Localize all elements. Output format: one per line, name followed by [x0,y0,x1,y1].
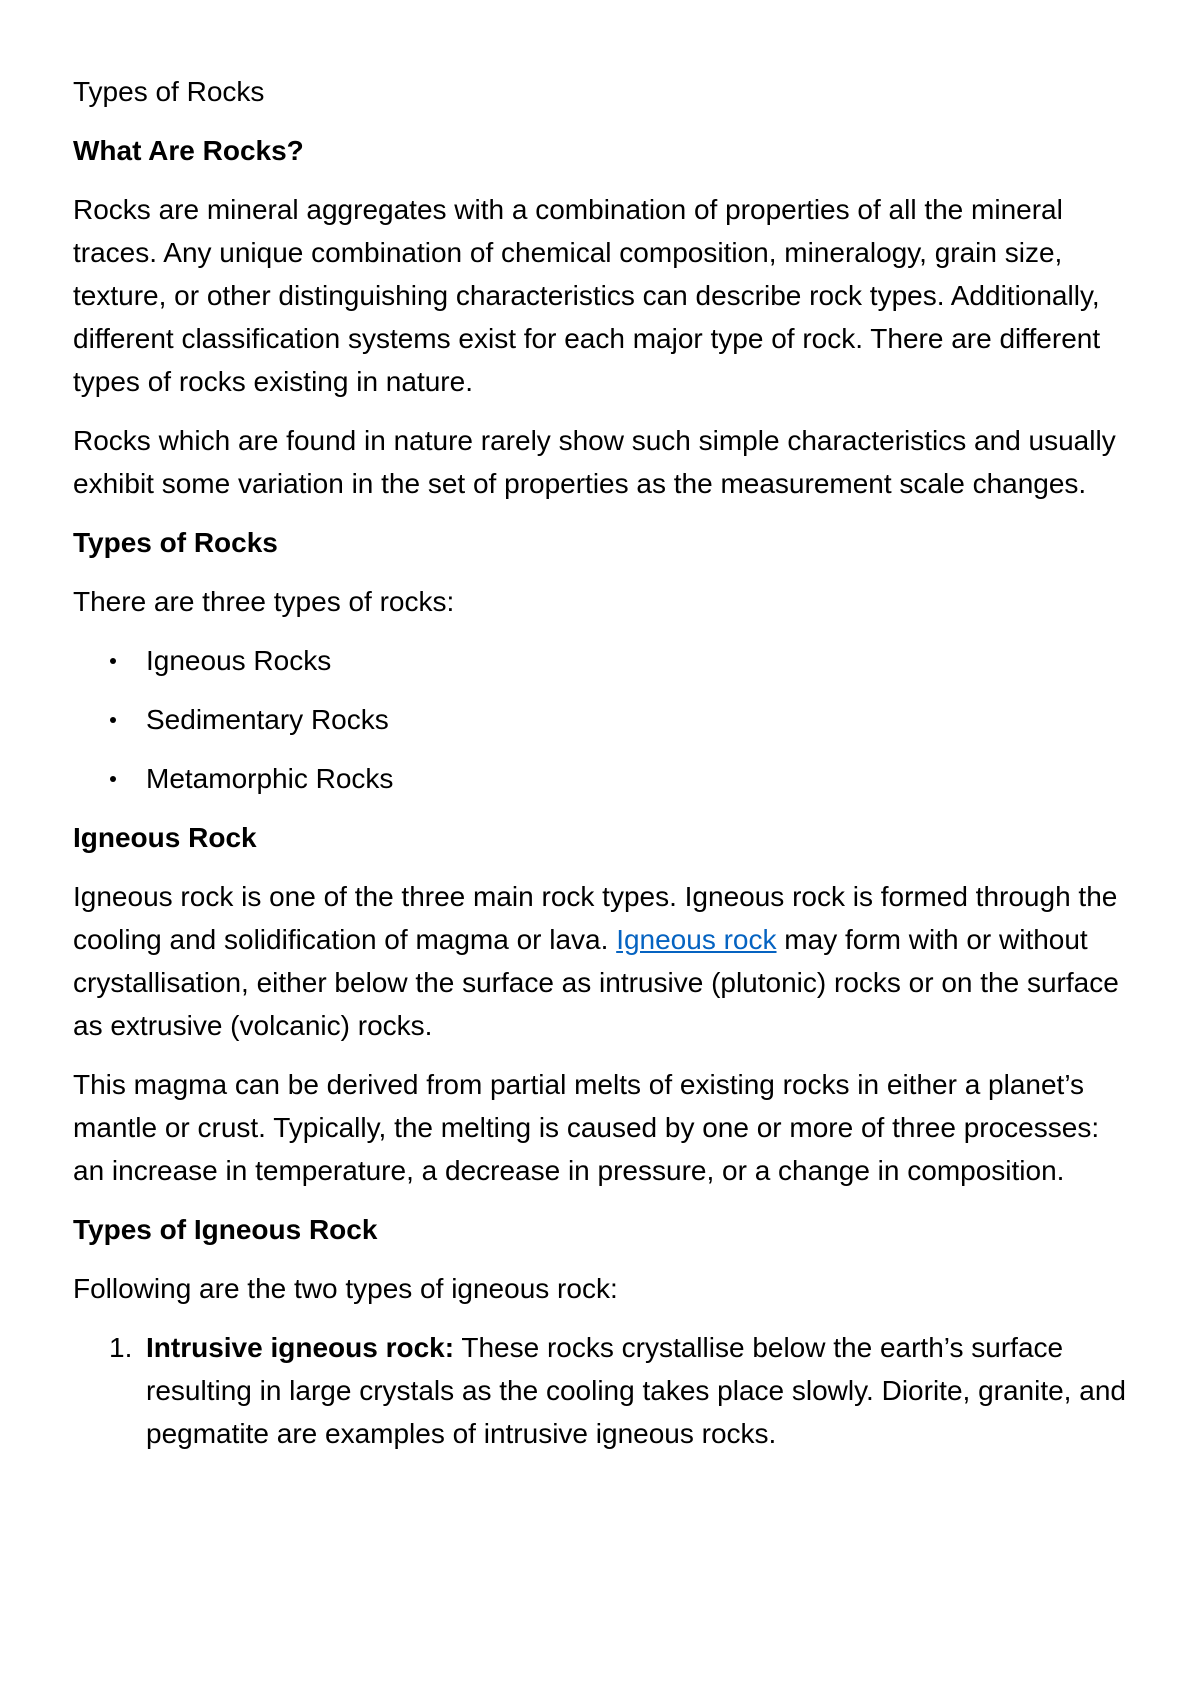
paragraph-types-intro: There are three types of rocks: [73,586,455,617]
list-item-number: 1. [109,1332,133,1363]
list-item-label: Igneous Rocks [146,645,332,676]
list-item [73,757,1133,800]
paragraph-igneous-definition [73,875,1133,1047]
paragraph-rocks-definition: Rocks are mineral aggregates with a combination of properties of all the mineral traces. Any unique combination of chemical composition, mineralogy, grain size, texture, or other distinguishing characteristics can describe rock types. Additionally, different classification systems exist for each major type of rock. There are different types of rocks existing in nature. [73,194,1101,397]
list-item [73,698,1133,741]
list-item [73,639,1133,682]
bullet-icon [110,776,116,782]
paragraph-text-before-link: Igneous rock is one of the three main rock types. Igneous rock is formed through the cooling and solidification of magma or lava. [73,881,1118,955]
igneous-types-list [73,1326,1133,1455]
rock-types-list [73,639,1133,800]
paragraph-igneous-types-intro: Following are the two types of igneous rock: [73,1273,618,1304]
document-page [73,70,1133,1455]
igneous-rock-link[interactable]: Igneous rock [616,924,777,955]
bullet-icon [110,717,116,723]
heading-types-of-rocks: Types of Rocks [73,527,278,558]
list-item-label: Metamorphic Rocks [146,763,394,794]
heading-igneous-rock: Igneous Rock [73,822,257,853]
list-item-term: Intrusive igneous rock: [146,1332,455,1363]
heading-what-are-rocks: What Are Rocks? [73,135,304,166]
bullet-icon [110,658,116,664]
paragraph-text-after-link: may form with or without crystallisation, either below the surface as intrusive (plutonic) rocks or on the surface as extrusive (volcanic) rocks. [73,924,1119,1041]
heading-types-of-igneous-rock: Types of Igneous Rock [73,1214,378,1245]
list-item-description: These rocks crystallise below the earth’s surface resulting in large crystals as the cooling takes place slowly. Diorite, granite, and pegmatite are examples of intrusive igneous rocks. [146,1332,1126,1449]
list-item [73,1326,1133,1455]
list-item-label: Sedimentary Rocks [146,704,389,735]
document-title: Types of Rocks [73,76,265,107]
paragraph-rocks-variation: Rocks which are found in nature rarely show such simple characteristics and usually exhibit some variation in the set of properties as the measurement scale changes. [73,425,1116,499]
paragraph-magma-origin: This magma can be derived from partial melts of existing rocks in either a planet’s mantle or crust. Typically, the melting is caused by one or more of three processes: an increase in temperature, a decrease in pressure, or a change in composition. [73,1069,1100,1186]
